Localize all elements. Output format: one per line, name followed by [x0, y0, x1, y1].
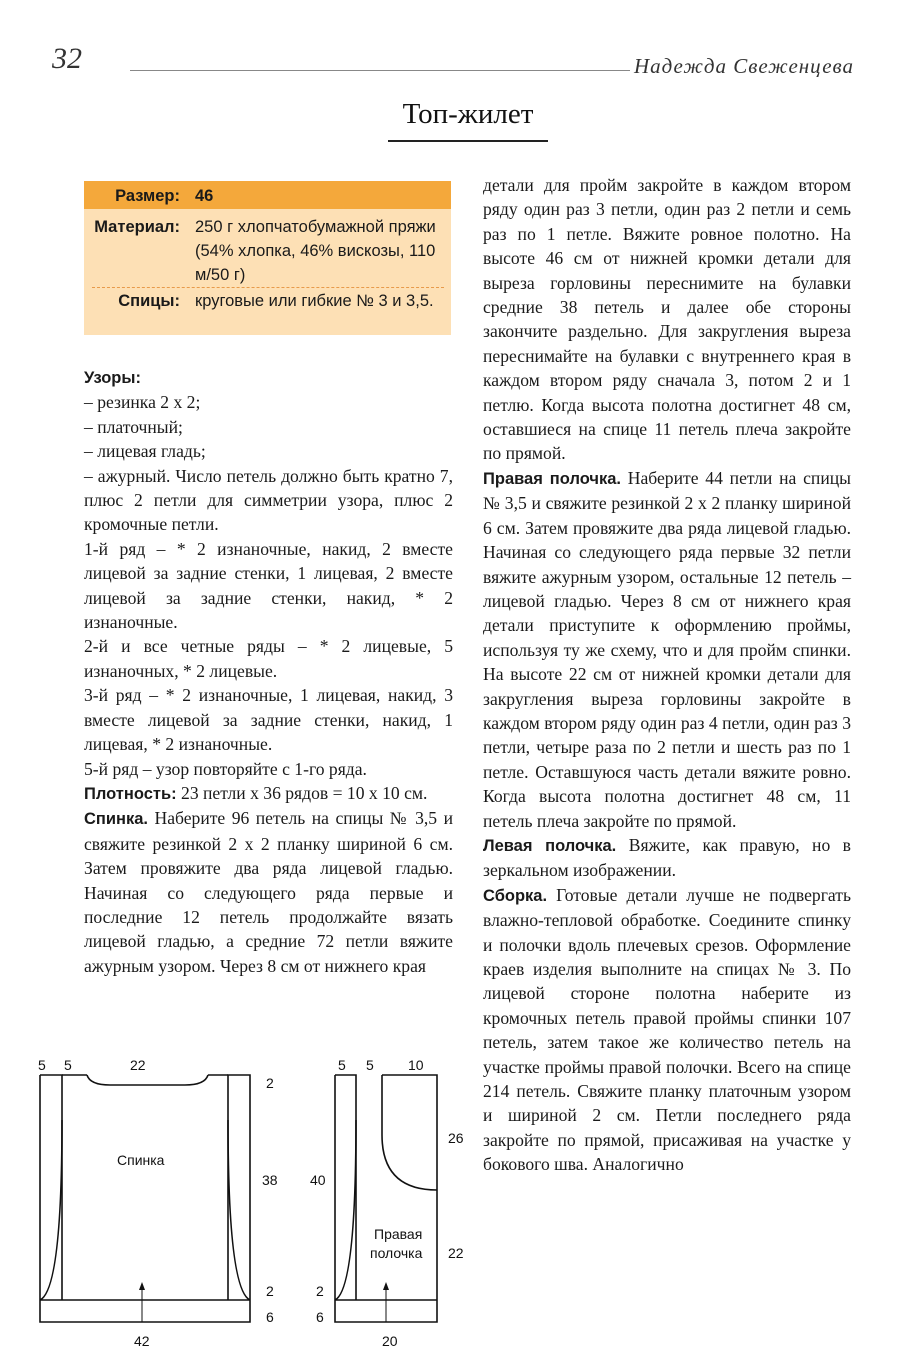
needles-label: Спицы:: [118, 292, 180, 310]
back-dim-right-top: 2: [266, 1075, 274, 1091]
back-armhole-right: [228, 1120, 250, 1300]
left-column: [84, 366, 453, 978]
pattern-item: – лицевая гладь;: [84, 441, 206, 462]
back-dim-right-lower: 2: [266, 1283, 274, 1299]
density-label: Плотность:: [84, 784, 177, 803]
front-label-line2: полочка: [370, 1245, 423, 1261]
pattern-item: – ажурный. Число петель должно быть кратно 7, плюс 2 петли для симметрии узора, плюс 2 кромочные петли.: [84, 465, 453, 535]
density-text: 23 петли х 36 рядов = 10 х 10 см.: [181, 782, 428, 803]
back-neck-curve: [87, 1075, 208, 1085]
back-continued: детали для пройм закройте в каждом втором ряду один раз 3 петли, один раз 2 петли и семь раз по 1 петле. Вяжите ровное полотно. На высоте 46 см от нижней кромки детали для выреза горловины переснимите на булавки средние 38 петель и далее обе стороны закончите раздельно. Для закругления выреза переснимайте на булавки с внутреннего края в каждом втором ряду сначала 3, потом 2 и 1 петлю. Когда высота полотна достигнет 48 см, оставшиеся на спице 11 петель плеча закройте по прямой.: [483, 175, 851, 464]
right-column: [483, 173, 851, 1177]
material-label: Материал:: [94, 218, 180, 236]
back-arrow-head: [139, 1282, 145, 1290]
header-rule: [130, 70, 630, 71]
back-outline: [40, 1075, 250, 1322]
pattern-diagram: [30, 1050, 480, 1355]
back-label: Спинка: [117, 1152, 165, 1168]
size-label: Размер:: [115, 187, 180, 205]
front-dim-left-height: 40: [310, 1172, 326, 1188]
right-front-label: Правая полочка.: [483, 469, 621, 488]
front-label-line1: Правая: [374, 1226, 423, 1242]
left-front-paragraph: [483, 833, 851, 883]
page-number: 32: [52, 42, 82, 75]
row-instruction: 5-й ряд – узор повторяйте с 1-го ряда.: [84, 758, 367, 779]
front-dim-bottom-width: 20: [382, 1333, 398, 1349]
right-front-paragraph: [483, 466, 851, 833]
right-front-text: Наберите 44 петли на спицы № 3,5 и свяжите резинкой 2 х 2 планку шириной 6 см. Затем провяжите два ряда лицевой гладью. Начиная со следующего ряда первые 32 петли вяжите ажурным узором, остальные 12 петель – лицевой гладью. Через 8 см от нижнего края детали приступите к оформлению проймы, используя ту же схему, что и для пройм спинки. На высоте 22 см от нижней кромки детали для закругления выреза горловины закройте в каждом втором ряду один раз 4 петли, один раз 3 петли, четыре раза по 2 петли и шесть раз по 1 петле. Оставшуюся часть детали вяжите ровно. Когда высота полотна достигнет 48 см, 11 петель плеча закройте по прямой.: [483, 467, 851, 831]
back-label: Спинка.: [84, 810, 149, 829]
author-name: Надежда Свеженцева: [634, 54, 854, 78]
row-instruction: 1-й ряд – * 2 изнаночные, накид, 2 вместе лицевой за задние стенки, 1 лицевая, 2 вместе лицевой за задние стенки, накид, * 2 изнаночные.: [84, 538, 453, 633]
front-armhole: [335, 1120, 356, 1300]
left-front-text: Вяжите, как правую, но в зеркальном изображении.: [483, 834, 851, 881]
front-dim-top-3: 10: [408, 1057, 424, 1073]
pattern-item: – резинка 2 х 2;: [84, 392, 201, 413]
needles-value: круговые или гибкие № 3 и 3,5.: [195, 292, 434, 310]
back-dim-right-mid: 38: [262, 1172, 278, 1188]
assembly-paragraph: [483, 883, 851, 1177]
front-dim-left-lower: 2: [316, 1283, 324, 1299]
back-dim-top-left-1: 5: [38, 1057, 46, 1073]
back-dim-top-center: 22: [130, 1057, 146, 1073]
row-instruction: 3-й ряд – * 2 изнаночные, 1 лицевая, накид, 3 вместе лицевой за задние стенки, накид, 1 лицевая, * 2 изнаночные.: [84, 685, 453, 755]
pattern-item: – платочный;: [84, 416, 183, 437]
assembly-text: Готовые детали лучше не подвергать влажно-тепловой обработке. Соедините спинку и полочки вдоль плечевых срезов. Оформление краев изделия выполните на спицах № 3. По лицевой стороне полотна наберите из кромочных петель правой проймы спинки 107 петель, затем такое же количество петель на участке проймы правой полочки. Всего на спице 214 петель. Свяжите планку платочным узором и шириной 2 см. Петли последнего ряда закройте по прямой, присаживая на участке у бокового шва. Аналогично: [483, 884, 851, 1175]
front-dim-top-1: 5: [338, 1057, 346, 1073]
left-front-label: Левая полочка.: [483, 836, 617, 855]
back-text: Наберите 96 петель на спицы № 3,5 и свяжите резинкой 2 х 2 планку шириной 6 см. Затем провяжите два ряда лицевой гладью. Начиная со следующего ряда первые и последние 12 петель продолжайте вязать лицевой гладью, а средние 72 петли вяжите ажурным узором. Через 8 см от нижнего края: [84, 808, 453, 976]
front-arrow-head: [383, 1282, 389, 1290]
density-paragraph: [84, 781, 453, 806]
material-value: 250 г хлопчатобумажной пряжи (54% хлопка, 46% вискозы, 110 м/50 г): [195, 218, 436, 284]
page-title: Топ-жилет: [402, 98, 534, 130]
spec-box: [84, 181, 451, 335]
size-value: 46: [195, 187, 214, 205]
back-dim-right-bottom: 6: [266, 1309, 274, 1325]
back-dim-top-left-2: 5: [64, 1057, 72, 1073]
spec-divider: [92, 287, 444, 288]
front-dim-right-upper: 26: [448, 1130, 464, 1146]
front-neck-curve: [382, 1075, 437, 1190]
front-dim-left-bottom: 6: [316, 1309, 324, 1325]
back-armhole-left: [40, 1120, 62, 1300]
front-dim-right-lower: 22: [448, 1245, 464, 1261]
assembly-label: Сборка.: [483, 886, 548, 905]
front-dim-top-2: 5: [366, 1057, 374, 1073]
back-paragraph: [84, 806, 453, 978]
patterns-heading: Узоры:: [84, 369, 141, 387]
back-dim-bottom-width: 42: [134, 1333, 150, 1349]
title-underline: [388, 140, 548, 142]
row-instruction: 2-й и все четные ряды – * 2 лицевые, 5 изнаночных, * 2 лицевые.: [84, 636, 453, 681]
